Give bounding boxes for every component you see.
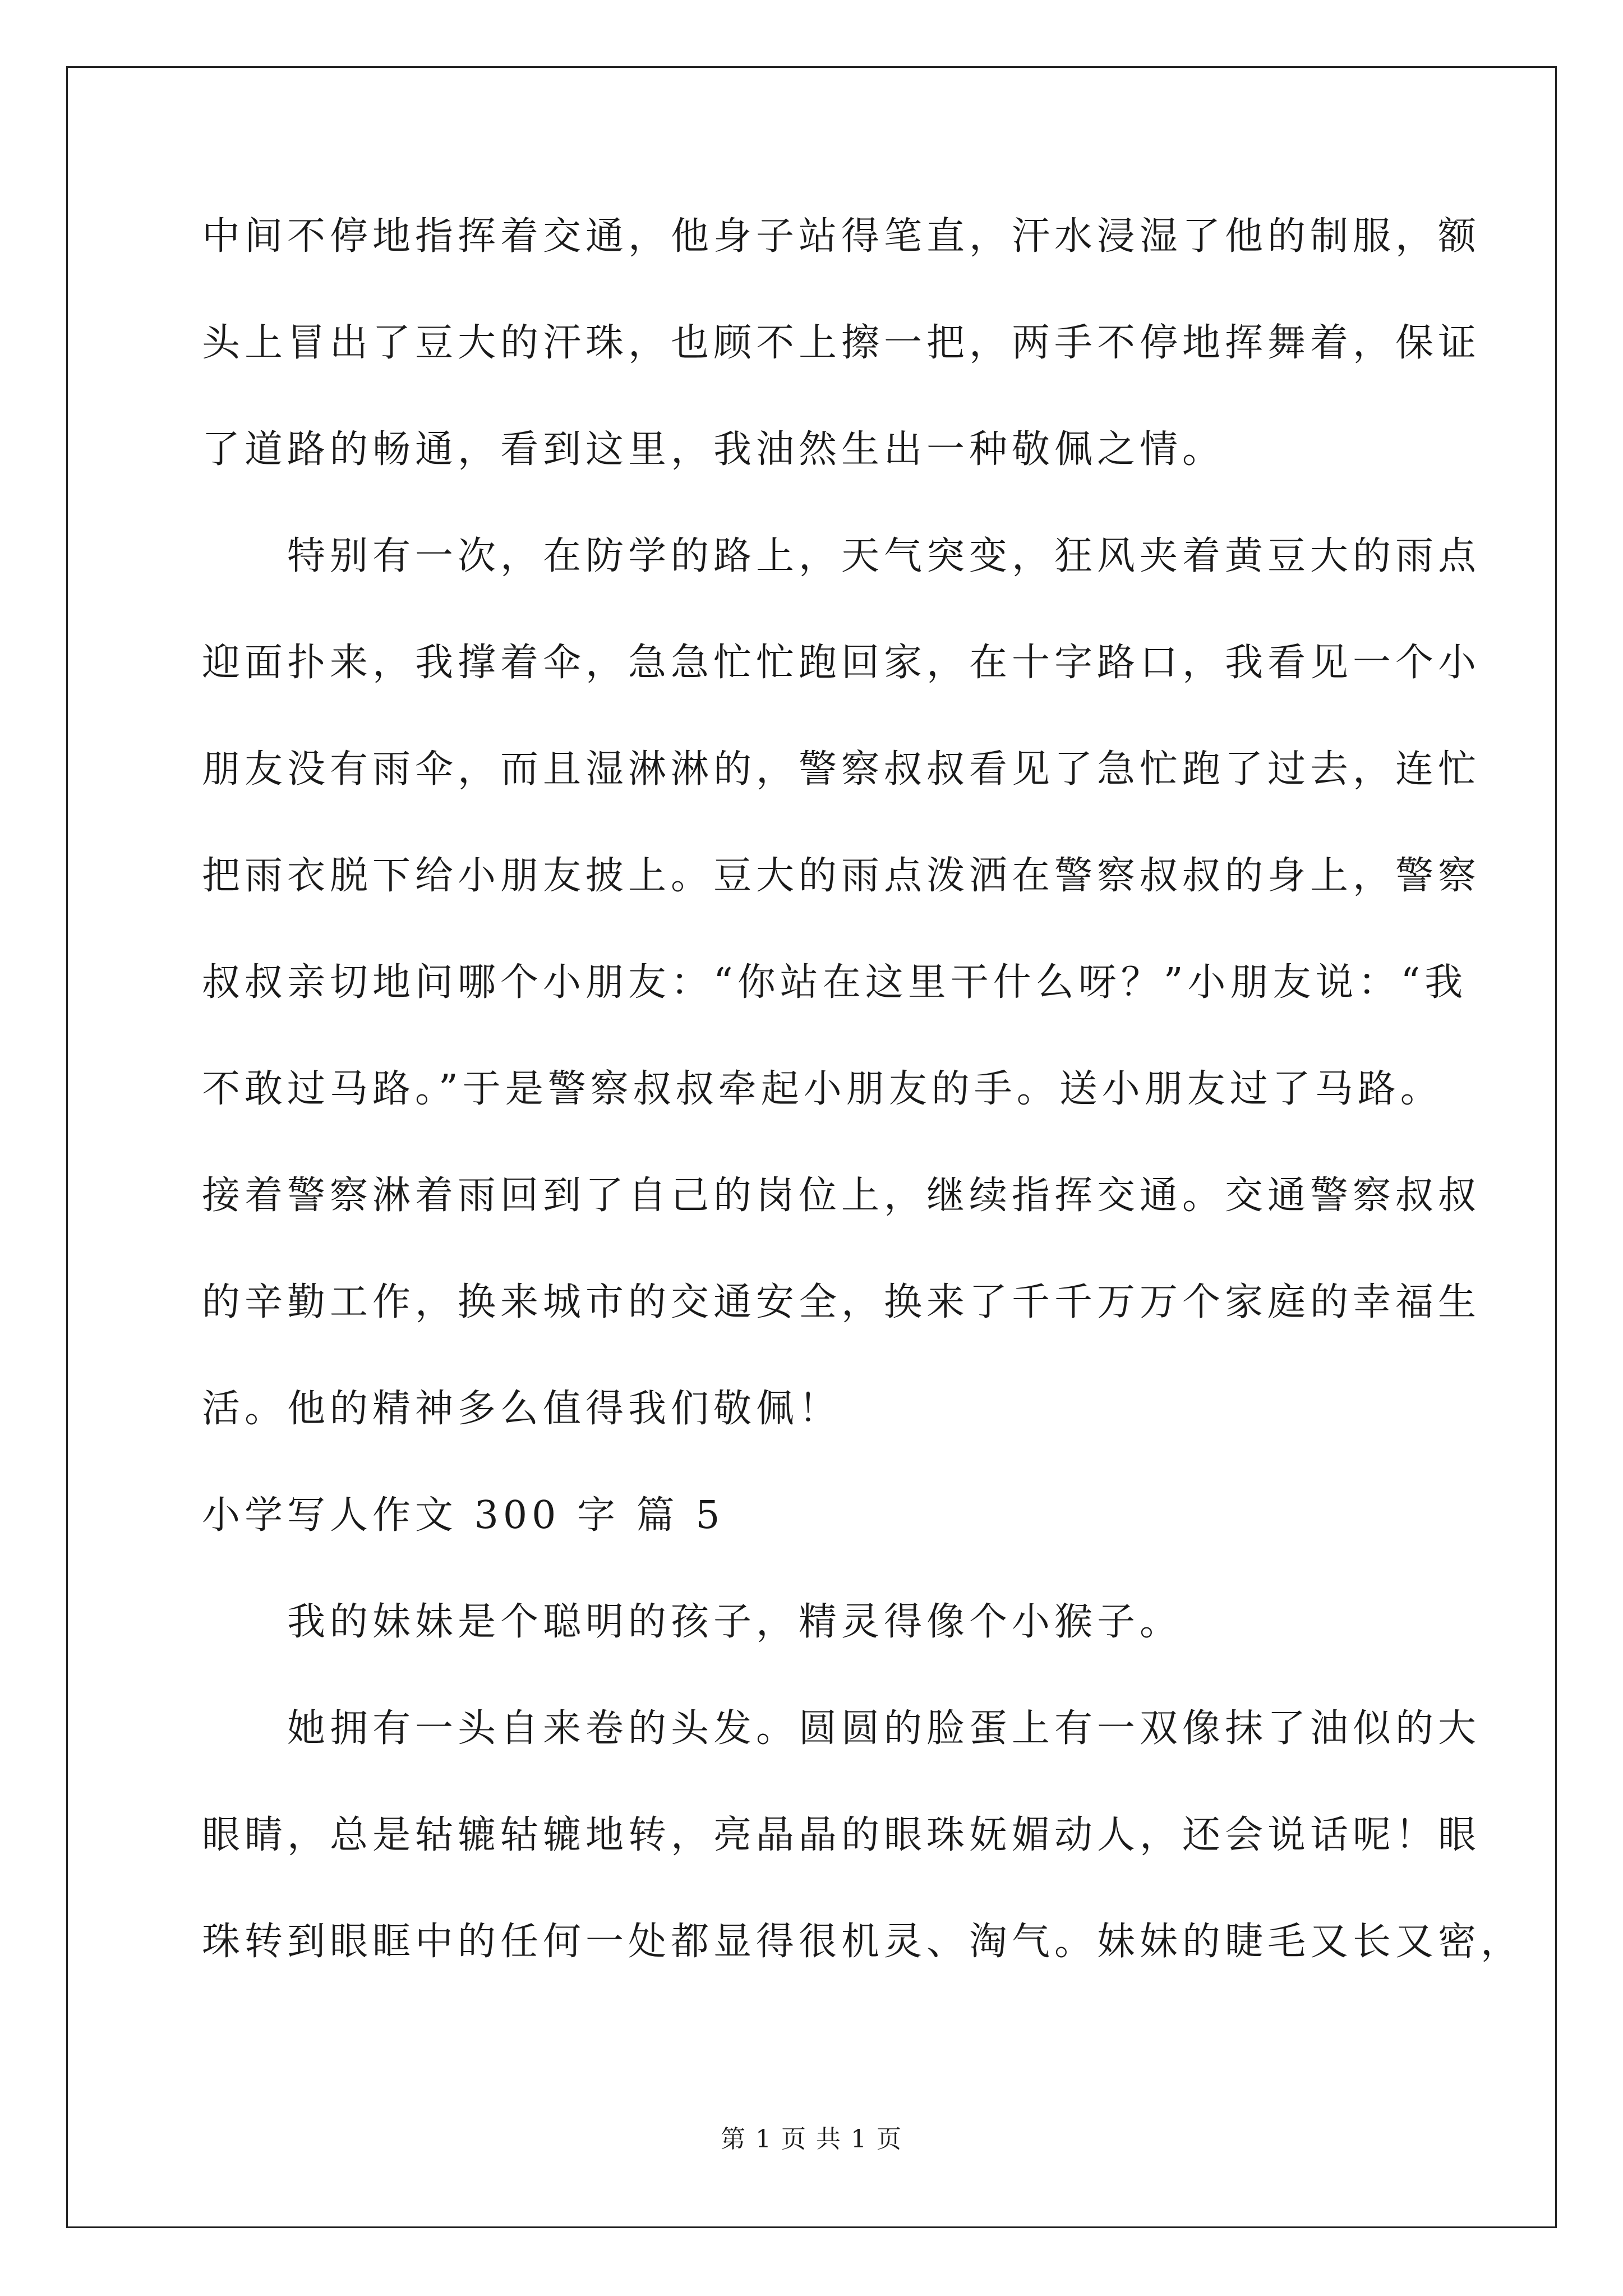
page-border xyxy=(66,66,1557,2228)
text-line-5: 迎面扑来，我撑着伞，急急忙忙跑回家，在十字路口，我看见一个小 xyxy=(202,641,1481,685)
text-line-14: 我的妹妹是个聪明的孩子，精灵得像个小猴子。 xyxy=(202,1600,1183,1644)
page-footer: 第 1 页 共 1 页 xyxy=(721,2125,902,2154)
text-line-11: 的辛勤工作，换来城市的交通安全，换来了千千万万个家庭的幸福生 xyxy=(202,1280,1481,1324)
text-line-3: 了道路的畅通，看到这里，我油然生出一种敬佩之情。 xyxy=(202,427,1225,472)
text-line-2: 头上冒出了豆大的汗珠，也顾不上擦一把，两手不停地挥舞着，保证 xyxy=(202,321,1481,365)
text-line-17: 珠转到眼眶中的任何一处都显得很机灵、淘气。妹妹的睫毛又长又密， xyxy=(202,1920,1524,1964)
text-line-1: 中间不停地指挥着交通，他身子站得笔直，汗水浸湿了他的制服，额 xyxy=(202,214,1481,259)
section-heading: 小学写人作文 300 字 篇 5 xyxy=(202,1493,725,1538)
text-line-15: 她拥有一头自来卷的头发。圆圆的脸蛋上有一双像抹了油似的大 xyxy=(202,1706,1481,1751)
text-line-7: 把雨衣脱下给小朋友披上。豆大的雨点泼洒在警察叔叔的身上，警察 xyxy=(202,854,1481,898)
text-line-10: 接着警察淋着雨回到了自己的岗位上，继续指挥交通。交通警察叔叔 xyxy=(202,1174,1481,1218)
text-line-8: 叔叔亲切地问哪个小朋友：“你站在这里干什么呀？”小朋友说：“我 xyxy=(202,960,1468,1005)
text-line-16: 眼睛，总是轱辘轱辘地转，亮晶晶的眼珠妩媚动人，还会说话呢！眼 xyxy=(202,1813,1481,1857)
text-line-9: 不敢过马路。”于是警察叔叔牵起小朋友的手。送小朋友过了马路。 xyxy=(202,1067,1443,1111)
text-line-6: 朋友没有雨伞，而且湿淋淋的，警察叔叔看见了急忙跑了过去，连忙 xyxy=(202,747,1481,792)
text-line-4: 特别有一次，在防学的路上，天气突变，狂风夹着黄豆大的雨点 xyxy=(202,534,1481,578)
text-line-12: 活。他的精神多么值得我们敬佩！ xyxy=(202,1387,842,1431)
